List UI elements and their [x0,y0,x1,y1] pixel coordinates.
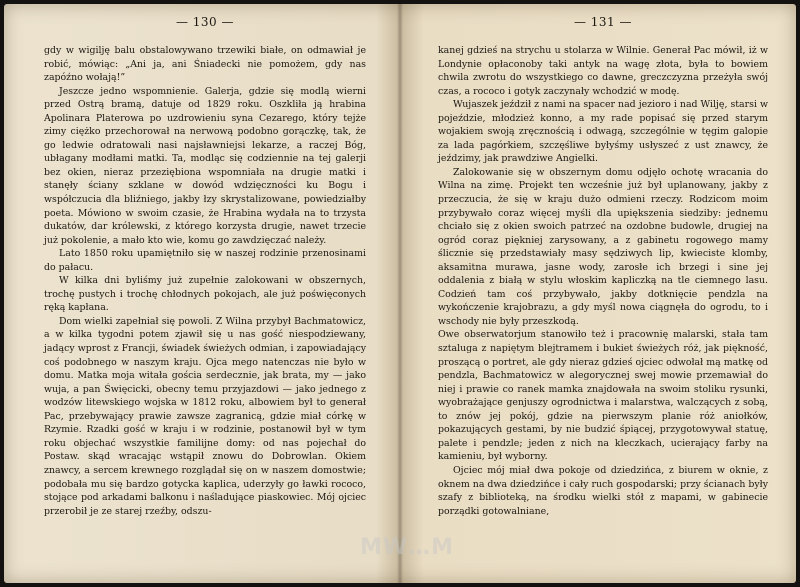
paragraph: Zalokowanie się w obszernym domu odjęło ochotę wracania do Wilna na zimę. Projekt ten wcześnie już był uplanowany, jakby z przeczucia, że się w kraju dużo odmieni rzeczy. Rodzicom moim przybywało coraz więcej myśli dla upiększenia siedziby: jednemu chciało się z okien swoich patrzeć na ozdobne budowle, drugiej na ogród coraz piękniej zarysowany, a z gabinetu rogowego mamy ślicznie się przedstawiały masy sędziwych lip, kwieciste klomby, aksamitna murawa, jasne wody, zarosłe ich brzegi i sine jej oddalenia z białą w stylu włoskim kapliczką na tle ciemnego lasu. Codzień tam coś przybywało, jakby dotknięcie pendzla na wykończenie krajobrazu, a gdy myśl nowa ciągnęła do ogrodu, to i wschody nie były przeszkodą. [438,166,768,327]
paragraph: gdy w wigilję balu obstalowywano trzewiki białe, on odmawiał je robić, mówiąc: „Ani ja, ani Śniadecki nie pomożem, gdy nas zapóźno wołają!” [44,45,366,84]
paragraph: Dom wielki zapełniał się powoli. Z Wilna przybył Bachmatowicz, a w kilka tygodni potem zjawił się u nas gość niespodziewany, jadący wprost z Francji, świadek świeżych odmian, i zapowiadający coś podobnego w naszym kraju. Ojca mego natenczas nie było w domu. Matka moja witała gościa serdecznie, jak brata, my — jako wuja, a pan Święcicki, obecny temu przyjazdowi — jako jednego z wodzów litewskiego wojska w 1812 roku, albowiem był to generał Pac, przebywający prawie zawsze zagranicą, gdzie miał córkę w Rzymie. Rzadki gość w kraju i w rodzinie, postanowił był w tym roku objechać wszystkie familijne domy: od nas pojechał do Postaw. skąd wracając wstąpił znowu do Dobrowlan. Okiem znawcy, a sercem krewnego rozglądał się on w naszem domostwie; podobała mu się bardzo gotycka kaplica, uderzyły go ławki rococo, stojące pod arkadami balkonu i naśladujące piaskowiec. Mój ojciec przerobił je ze starej rzeźby, odszu- [44,315,366,517]
book-spread [4,4,796,583]
paragraph: W kilka dni byliśmy już zupełnie zalokowani w obszernych, trochę pustych i trochę chłodnych pokojach, ale już poświęconych ręką kapłana. [44,275,366,314]
right-page [438,14,768,518]
page-number-130: — 130 — [175,15,235,29]
left-page [44,14,366,518]
paragraph: Lato 1850 roku upamiętniło się w naszej rodzinie przenosinami do pałacu. [44,248,366,273]
paragraph: Owe obserwatorjum stanowiło też i pracownię malarski, stała tam sztaluga z napiętym blejtramem i bukiet świeżych róż, jak piękność, proszącą o portret, ale gdy nieraz gdzieś ojciec odwołał mą matkę od pendzla, Bachmatowicz w alegorycznej swej mowie przemawiał do niej i prawie co ranek mamka znajdowała na swoim stoliku rysunki, wyobrażające genjuszy ogrodnictwa i malarstwa, walczących z sobą, to znów jej pokój, gdzie na pierwszym planie róż aniołków, pokazujących gestami, by nie budzić śpiącej, przygotowywał statuę, palete i pendzle; jeden z nich na kleczkach, ucierający farby na kamieniu, był wyborny. [438,329,768,463]
page-number-131: — 131 — [573,15,633,29]
paragraph: kanej gdzieś na strychu u stolarza w Wilnie. Generał Pac mówił, iż w Londynie opłaconoby taki antyk na wagę złota, była to bowiem chwila zwrotu do wszystkiego co dawne, greczczyzna przeżyła swój czas, a rococo i gotyk zaczynały wchodzić w modę. [438,45,768,97]
paragraph: Ojciec mój miał dwa pokoje od dziedzińca, z biurem w oknie, z oknem na dwa dziedzińce i cały ruch gospodarski; przy ścianach były szafy z biblioteką, na środku wielki stół z mapami, w gabinecie porządki gotowalniane, [438,464,768,517]
right-page-text [438,44,768,518]
paragraph: Wujaszek jeździł z nami na spacer nad jezioro i nad Wilję, starsi w pojeździe, młodzież konno, a my rade popisać się przed starym wojakiem swoją zręcznością i odwagą, szczególnie w tęgim galopie za lada pagórkiem, szczęśliwe byłyśmy usłyszeć z ust znawcy, że jeździmy, jak prawdziwe Angielki. [438,99,768,165]
left-page-text [44,44,366,518]
watermark: MW…M [360,535,455,560]
paragraph: Jeszcze jedno wspomnienie. Galerja, gdzie się modlą wierni przed Ostrą bramą, datuje od 1829 roku. Oszkliła ją hrabina Apolinara Platerowa po uzdrowieniu syna Cezarego, który tejże zimy ciężko przechorował na nerwową podobno gorączkę, tak, że go ledwie odratowali nasi najsławniejsi lekarze, a raczej Bóg, ubłagany modłami matki. Ta, modląc się codziennie na tej galerji bez okien, nieraz przeziębiona wspomniała na drugie matki i stanęły ściany szklane w dowód wdzięczności ku Bogu i współczucia dla bliźniego, jakby łzy skrystalizowane, powiedziałby poeta. Mówiono w swoim czasie, że Hrabina wydała na to trzysta dukatów, dar królewski, z którego korzysta drugie, nawet trzecie już pokolenie, a mało kto wie, komu go zawdzięczać należy. [44,85,366,246]
